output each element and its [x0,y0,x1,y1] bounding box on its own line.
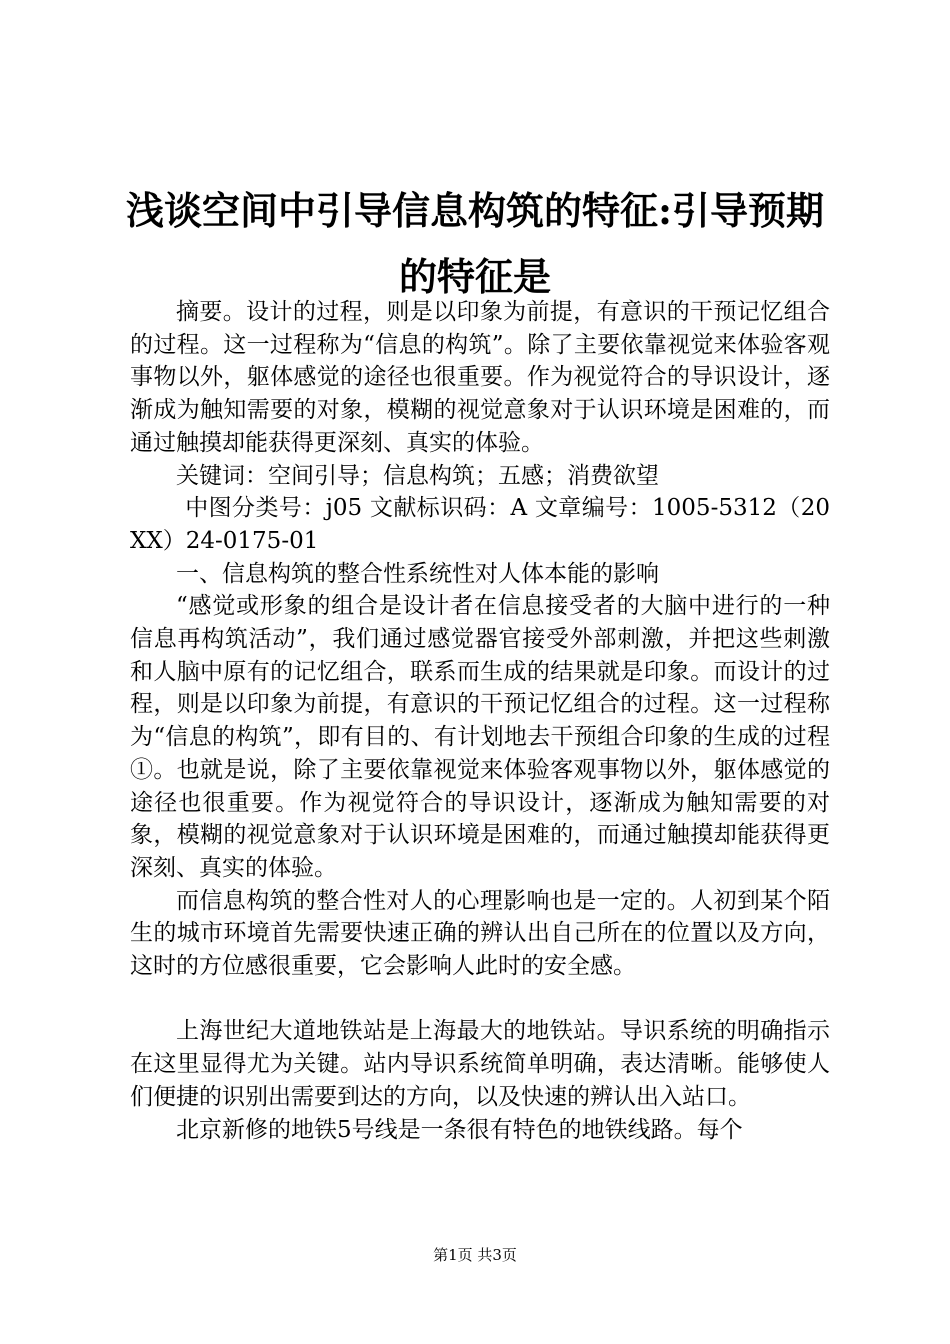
section-heading: 一、信息构筑的整合性系统性对人体本能的影响 [176,560,659,587]
body-paragraph: 而信息构筑的整合性对人的心理影响也是一定的。人初到某个陌生的城市环境首先需要快速正确的辨认出自己所在的位置以及方向，这时的方位感很重要，它会影响人此时的安全感。 [130,887,830,980]
document-title: 浅谈空间中引导信息构筑的特征:引导预期的特征是 [125,188,825,299]
keywords-paragraph: 关键词：空间引导；信息构筑；五感；消费欲望 [176,462,659,489]
body-paragraph: “感觉或形象的组合是设计者在信息接受者的大脑中进行的一种信息再构筑活动”，我们通过感觉器官接受外部刺激，并把这些刺激和人脑中原有的记忆组合，联系而生成的结果就是印象。而设计的过程，则是以印象为前提，有意识的干预记忆组合的过程。这一过程称为“信息的构筑”，即有目的、有计划地去干预组合印象的生成的过程①。也就是说，除了主要依靠视觉来体验客观事物以外，躯体感觉的途径也很重要。作为视觉符合的导识设计，逐渐成为触知需要的对象，模糊的视觉意象对于认识环境是困难的，而通过触摸却能获得更深刻、真实的体验。 [130,593,830,881]
page-number-footer: 第1页 共3页 [433,1246,517,1264]
document-body [130,296,830,1146]
body-paragraph: 上海世纪大道地铁站是上海最大的地铁站。导识系统的明确指示在这里显得尤为关键。站内导识系统简单明确，表达清晰。能够使人们便捷的识别出需要到达的方向，以及快速的辨认出入站口。 [130,1018,830,1110]
body-paragraph: 北京新修的地铁5号线是一条很有特色的地铁线路。每个 [176,1116,743,1143]
paragraph-spacer [130,983,830,1016]
classification-paragraph: 中图分类号：j05 文献标识码：A 文章编号：1005-5312（20XX）24-0175-01 [130,495,830,554]
abstract-paragraph: 摘要。设计的过程，则是以印象为前提，有意识的干预记忆组合的过程。这一过程称为“信息的构筑”。除了主要依靠视觉来体验客观事物以外，躯体感觉的途径也很重要。作为视觉符合的导识设计，逐渐成为触知需要的对象，模糊的视觉意象对于认识环境是困难的，而通过触摸却能获得更深刻、真实的体验。 [130,299,830,456]
